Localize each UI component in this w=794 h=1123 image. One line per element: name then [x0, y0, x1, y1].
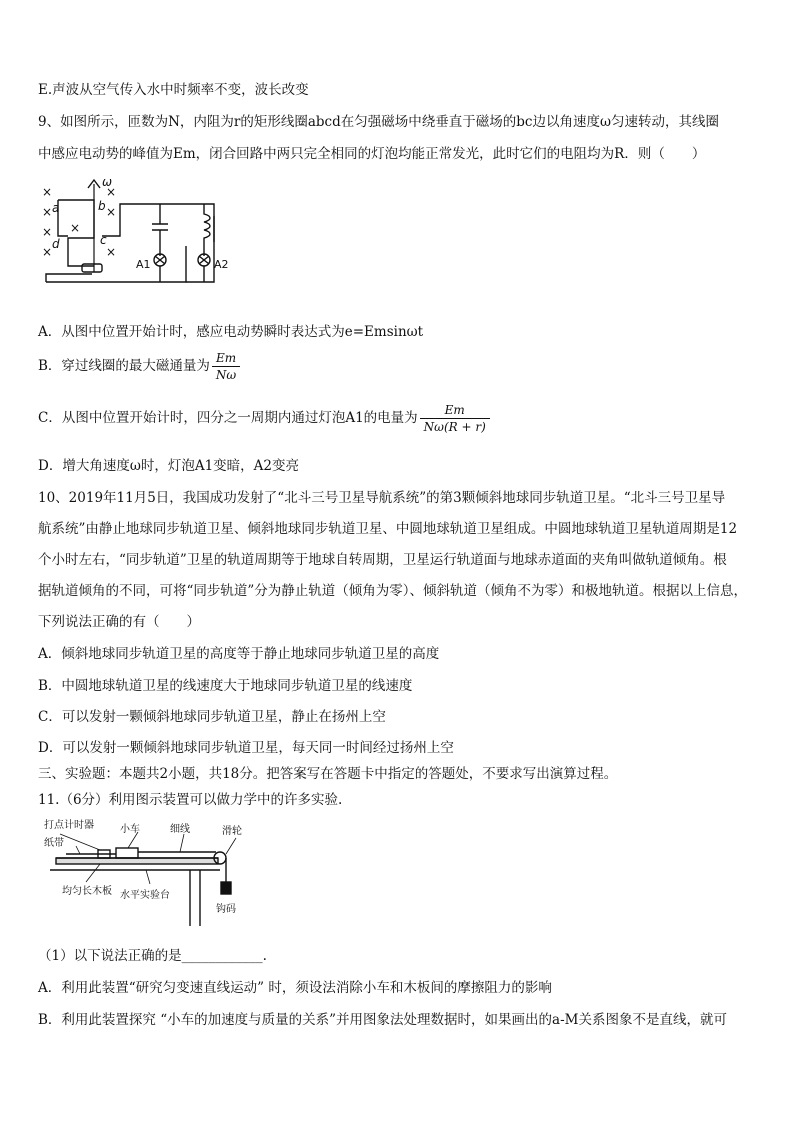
svg-text:×: ×: [42, 245, 53, 259]
q11-option-b: B．利用此装置探究 “小车的加速度与质量的关系”并用图象法处理数据时，如果画出的a-M关系图象不是直线，就可: [38, 1012, 727, 1028]
q10-option-a: A．倾斜地球同步轨道卫星的高度等于静止地球同步轨道卫星的高度: [38, 646, 440, 662]
coil-corner-c-label: c: [100, 233, 107, 247]
q11-part1: （1）以下说法正确的是____________.: [38, 948, 267, 964]
q9-option-d: D．增大角速度ω时，灯泡A1变暗，A2变亮: [38, 458, 300, 474]
omega-label: ω: [102, 175, 113, 189]
fraction-denominator: Nω: [215, 368, 237, 382]
q10-stem-line3: 个小时左右，“同步轨道”卫星的轨道周期等于地球自转周期，卫星运行轨道面与地球赤道面的夹角叫做轨道倾角。根: [38, 552, 727, 568]
svg-text:×: ×: [106, 185, 117, 199]
section-3-heading: 三、实验题：本题共2小题，共18分。把答案写在答题卡中指定的答题处，不要求写出演算过程。: [38, 766, 618, 782]
coil-corner-a-label: a: [52, 201, 60, 215]
board-label: 均匀长木板: [62, 886, 112, 897]
q10-stem-line2: 航系统”由静止地球同步轨道卫星、倾斜地球同步轨道卫星、中圆地球轨道卫星组成。中圆地球轨道卫星轨道周期是12: [38, 521, 738, 537]
q9-option-c-text: C．从图中位置开始计时，四分之一周期内通过灯泡A1的电量为: [38, 410, 418, 426]
svg-text:×: ×: [106, 245, 117, 259]
table-label: 水平实验台: [120, 890, 170, 901]
lamp-a1-label: A1: [136, 258, 151, 271]
svg-text:×: ×: [42, 185, 53, 199]
q11-apparatus-figure: [40, 816, 270, 934]
weight-label: 钩码: [216, 904, 236, 915]
fraction-numerator: Em: [420, 403, 490, 419]
tape-label: 纸带: [44, 838, 64, 849]
svg-text:×: ×: [42, 225, 53, 239]
q8-option-e: E.声波从空气传入水中时频率不变，波长改变: [38, 82, 309, 98]
lamp-a2-label: A2: [214, 258, 229, 271]
q9-option-c-fraction: [420, 403, 490, 434]
pulley-label: 滑轮: [222, 826, 242, 837]
q9-option-b-text: B．穿过线圈的最大磁通量为: [38, 358, 210, 374]
q10-stem-line5: 下列说法正确的有（ ）: [38, 614, 200, 630]
q10-stem-line1: 10、2019年11月5日，我国成功发射了“北斗三号卫星导航系统”的第3颗倾斜地球同步轨道卫星。“北斗三号卫星导: [38, 490, 726, 506]
q10-option-b: B．中圆地球轨道卫星的线速度大于地球同步轨道卫星的线速度: [38, 678, 413, 694]
q11-option-a: A．利用此装置“研究匀变速直线运动” 时，须设法消除小车和木板间的摩擦阻力的影响: [38, 980, 552, 996]
q10-option-c: C．可以发射一颗倾斜地球同步轨道卫星，静止在扬州上空: [38, 709, 386, 725]
coil-corner-b-label: b: [98, 199, 106, 213]
q9-option-a: A．从图中位置开始计时，感应电动势瞬时表达式为e=Emsinωt: [38, 324, 424, 340]
q10-stem-line4: 据轨道倾角的不同，可将“同步轨道”分为静止轨道（倾角为零）、倾斜轨道（倾角不为零）和极地轨道。根据以上信息，: [38, 583, 748, 599]
q9-stem-line1: 9、如图所示，匝数为N，内阻为r的矩形线圈abcd在匀强磁场中绕垂直于磁场的bc边以角速度ω匀速转动，其线圈: [38, 114, 719, 130]
q9-coil-circuit-figure: [36, 175, 229, 292]
string-label: 细线: [170, 824, 190, 835]
svg-text:×: ×: [70, 221, 81, 235]
q10-option-d: D．可以发射一颗倾斜地球同步轨道卫星，每天同一时间经过扬州上空: [38, 740, 454, 756]
svg-text:×: ×: [42, 205, 53, 219]
timer-label: 打点计时器: [44, 820, 94, 831]
q9-option-b-fraction: [212, 351, 240, 382]
q9-option-c: [38, 398, 492, 438]
coil-corner-d-label: d: [52, 237, 60, 251]
q9-option-b: [38, 346, 242, 386]
cart-label: 小车: [120, 824, 140, 835]
fraction-denominator: Nω(R + r): [423, 420, 486, 434]
q11-stem: 11.（6分）利用图示装置可以做力学中的许多实验.: [38, 792, 343, 808]
q9-stem-line2: 中感应电动势的峰值为Em，闭合回路中两只完全相同的灯泡均能正常发光，此时它们的电阻均为R．则（ ）: [38, 146, 706, 162]
svg-text:×: ×: [106, 205, 117, 219]
fraction-numerator: Em: [212, 351, 240, 367]
